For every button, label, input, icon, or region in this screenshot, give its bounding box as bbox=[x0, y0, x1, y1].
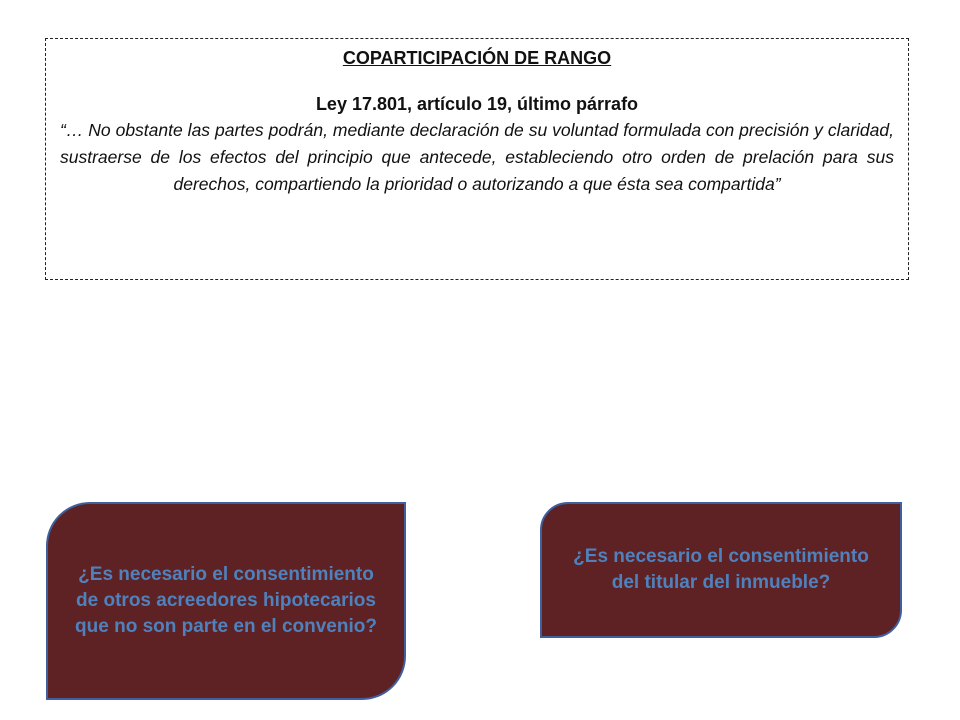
slide-title: COPARTICIPACIÓN DE RANGO bbox=[342, 48, 612, 68]
question-text: ¿Es necesario el consentimiento de otros acreedores hipotecarios que no son parte en el convenio? bbox=[75, 564, 377, 637]
law-reference: Ley 17.801, artículo 19, último párrafo bbox=[315, 94, 639, 114]
question-card-property-owner bbox=[540, 502, 902, 638]
law-quote: “… No obstante las partes podrán, mediante declaración de su voluntad formulada con precisión y claridad, sustraerse de los efectos del principio que antecede, estableciendo otro orden de prelación para sus derechos, compartiendo la prioridad o autorizando a que ésta sea compartida” bbox=[60, 120, 894, 194]
question-text: ¿Es necesario el consentimiento del titular del inmueble? bbox=[573, 546, 869, 593]
question-card-other-creditors bbox=[46, 502, 406, 700]
quote-box bbox=[45, 38, 909, 280]
